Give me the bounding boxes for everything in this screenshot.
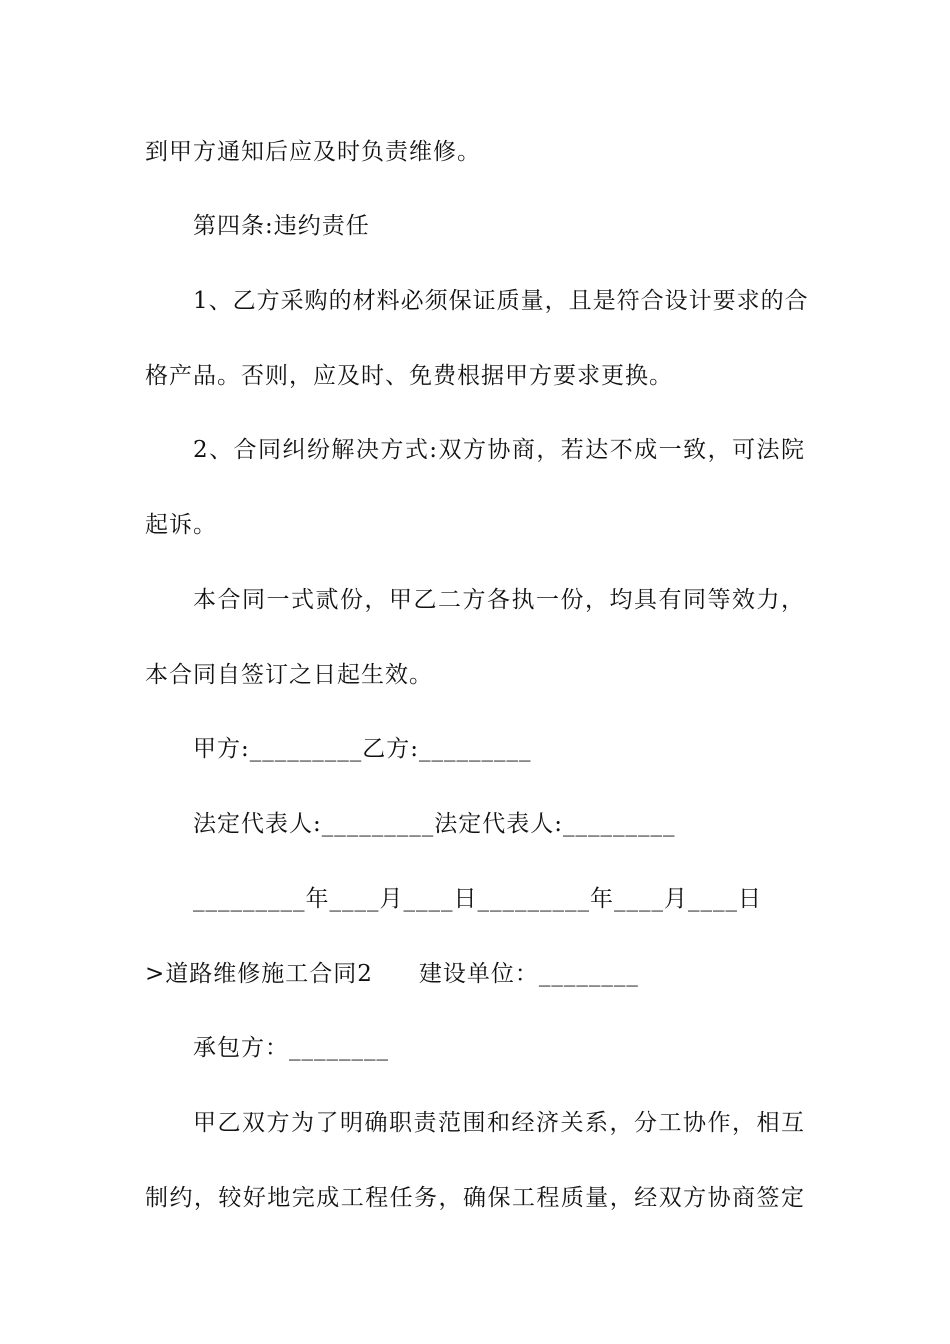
paragraph-line: 到甲方通知后应及时负责维修。 (145, 139, 481, 165)
contract-title-line (145, 959, 639, 989)
preamble-continuation: 制约，较好地完成工程任务，确保工程质量，经双方协商签定 (145, 1185, 805, 1211)
clause-1-line: 1、乙方采购的材料必须保证质量，且是符合设计要求的合 (193, 288, 809, 314)
clause-1-continuation: 格产品。否则，应及时、免费根据甲方要求更换。 (145, 363, 673, 389)
construction-unit-field: 建设单位：________ (418, 961, 639, 987)
clause-2-continuation: 起诉。 (145, 512, 217, 538)
preamble-line: 甲乙双方为了明确职责范围和经济关系，分工协作，相互 (193, 1110, 805, 1136)
copies-clause-line: 本合同一式贰份，甲乙二方各执一份，均具有同等效力， (193, 587, 805, 613)
clause-2-line: 2、合同纠纷解决方式:双方协商，若达不成一致，可法院 (193, 437, 805, 463)
copies-clause-continuation: 本合同自签订之日起生效。 (145, 662, 433, 688)
date-line: _________年____月____日_________年____月____日 (193, 886, 762, 912)
legal-representative-line: 法定代表人:_________法定代表人:_________ (193, 811, 676, 837)
party-signature-line: 甲方:_________乙方:_________ (193, 736, 532, 762)
article-heading: 第四条:违约责任 (193, 213, 370, 239)
contract-title: >道路维修施工合同2 (145, 961, 373, 987)
contractor-field: 承包方：________ (193, 1035, 389, 1061)
